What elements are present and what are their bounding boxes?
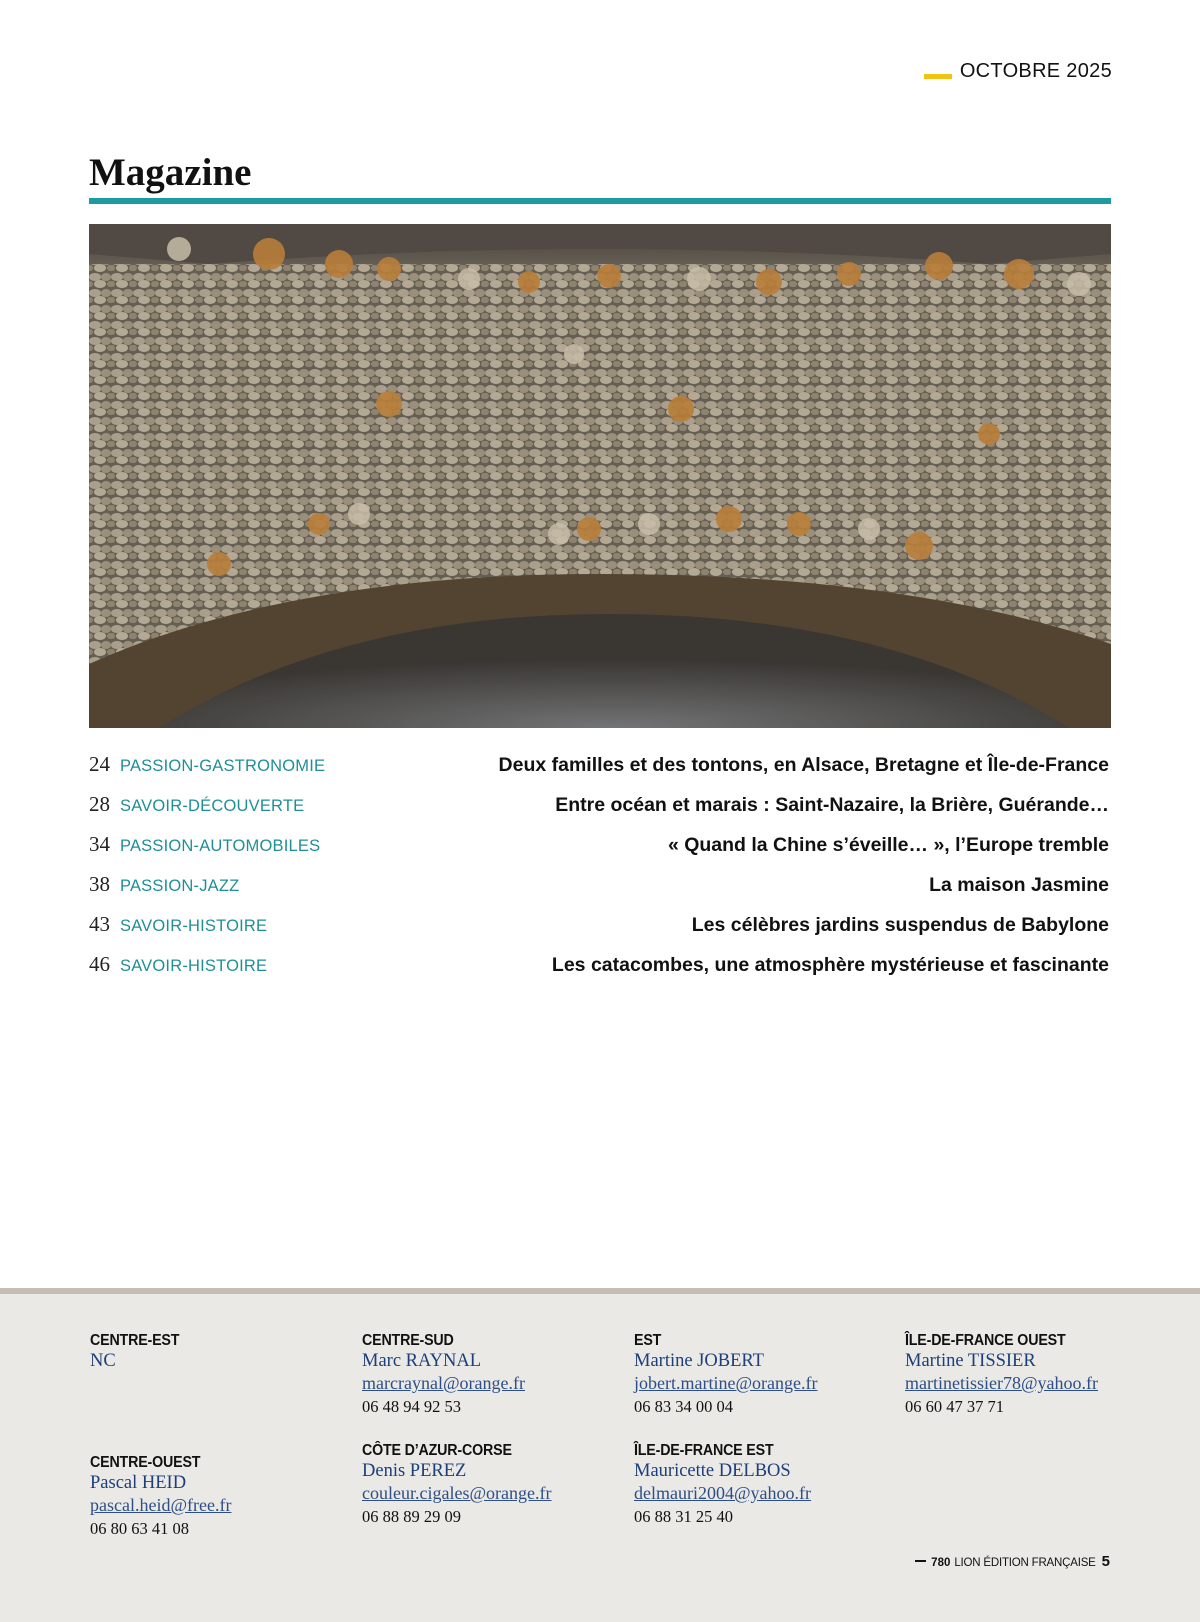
folio-dash <box>915 1560 926 1562</box>
contact-name: NC <box>90 1351 116 1371</box>
contact-phone: 06 48 94 92 53 <box>362 1397 461 1416</box>
title-rule <box>89 198 1111 204</box>
contact-centre-ouest <box>90 1454 340 1542</box>
contact-email-link[interactable]: jobert.martine@orange.fr <box>634 1373 818 1393</box>
folio-issue-number: 780 <box>931 1557 951 1569</box>
toc-entry[interactable] <box>89 952 1109 992</box>
toc-entry[interactable] <box>89 912 1109 952</box>
folio-publication: LION ÉDITION FRANÇAISE <box>954 1557 1096 1569</box>
contact-name: Martine TISSIER <box>905 1351 1036 1371</box>
accent-bar <box>924 74 952 79</box>
toc-entry[interactable] <box>89 752 1109 792</box>
contact-region: CENTRE-SUD <box>362 1332 454 1349</box>
contact-ile-de-france-ouest <box>905 1332 1155 1420</box>
toc-rubric: PASSION-AUTOMOBILES <box>120 837 321 855</box>
toc-article-title: La maison Jasmine <box>929 874 1109 896</box>
toc-page-number: 34 <box>89 832 110 856</box>
contact-region: EST <box>634 1332 662 1349</box>
contact-name: Martine JOBERT <box>634 1351 764 1371</box>
contact-est <box>634 1332 884 1420</box>
toc-rubric: SAVOIR-HISTOIRE <box>120 917 268 935</box>
toc-rubric: PASSION-JAZZ <box>120 877 240 895</box>
toc-article-title: Deux familles et des tontons, en Alsace, Bretagne et Île-de-France <box>498 754 1109 776</box>
toc-article-title: Les catacombes, une atmosphère mystérieuse et fascinante <box>551 954 1109 976</box>
folio-page-number: 5 <box>1101 1553 1110 1570</box>
toc-rubric: SAVOIR-HISTOIRE <box>120 957 268 975</box>
toc-rubric: SAVOIR-DÉCOUVERTE <box>120 797 305 815</box>
toc-article-title: Entre océan et marais : Saint-Nazaire, la Brière, Guérande… <box>555 794 1109 816</box>
hero-photo-catacombs <box>89 224 1111 728</box>
contact-region: CENTRE-OUEST <box>90 1454 201 1471</box>
contact-region: CÔTE D’AZUR-CORSE <box>362 1442 512 1459</box>
contact-region: ÎLE-DE-FRANCE OUEST <box>905 1332 1066 1349</box>
toc-entry[interactable] <box>89 872 1109 912</box>
contact-centre-sud <box>362 1332 612 1420</box>
contact-region: CENTRE-EST <box>90 1332 180 1349</box>
contact-email-link[interactable]: delmauri2004@yahoo.fr <box>634 1483 812 1503</box>
catacombs-photo <box>89 224 1111 728</box>
contact-name: Mauricette DELBOS <box>634 1461 791 1481</box>
section-title: Magazine <box>89 151 252 194</box>
issue-date-text: OCTOBRE 2025 <box>959 60 1112 82</box>
contact-name: Marc RAYNAL <box>362 1351 482 1371</box>
contact-email-link[interactable]: marcraynal@orange.fr <box>362 1373 525 1393</box>
toc-page-number: 46 <box>89 952 110 976</box>
contact-name: Pascal HEID <box>90 1473 187 1493</box>
contact-email-link[interactable]: martinetissier78@yahoo.fr <box>905 1373 1099 1393</box>
toc-page-number: 38 <box>89 872 110 896</box>
contact-name: Denis PEREZ <box>362 1461 467 1481</box>
contact-phone: 06 60 47 37 71 <box>905 1397 1004 1416</box>
contact-phone: 06 83 34 00 04 <box>634 1397 733 1416</box>
toc-article-title: Les célèbres jardins suspendus de Babylone <box>691 914 1109 936</box>
contact-phone: 06 88 89 29 09 <box>362 1507 461 1526</box>
toc-page-number: 28 <box>89 792 110 816</box>
contact-email-link[interactable]: couleur.cigales@orange.fr <box>362 1483 552 1503</box>
toc-rubric: PASSION-GASTRONOMIE <box>120 757 326 775</box>
table-of-contents <box>89 752 1109 992</box>
regional-contacts-footer <box>0 1288 1200 1622</box>
contact-ile-de-france-est <box>634 1442 884 1530</box>
contact-centre-est <box>90 1332 340 1372</box>
contact-phone: 06 88 31 25 40 <box>634 1507 733 1526</box>
toc-article-title: « Quand la Chine s’éveille… », l’Europe tremble <box>667 834 1109 856</box>
issue-date <box>924 60 1112 83</box>
contact-phone: 06 80 63 41 08 <box>90 1519 189 1538</box>
toc-entry[interactable] <box>89 792 1109 832</box>
contact-region: ÎLE-DE-FRANCE EST <box>634 1442 774 1459</box>
contact-cote-d-azur-corse <box>362 1442 612 1530</box>
toc-page-number: 43 <box>89 912 110 936</box>
toc-page-number: 24 <box>89 752 110 776</box>
page-folio <box>915 1553 1110 1570</box>
toc-entry[interactable] <box>89 832 1109 872</box>
contact-email-link[interactable]: pascal.heid@free.fr <box>90 1495 232 1515</box>
